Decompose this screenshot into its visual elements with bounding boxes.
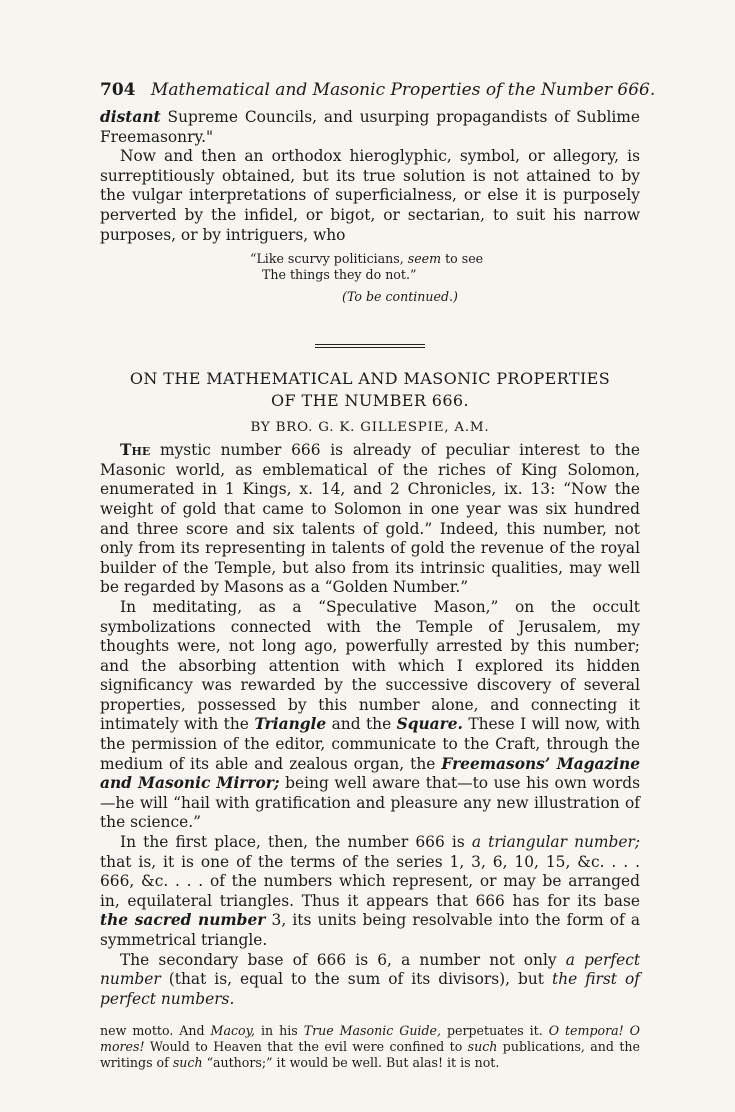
- article-paragraph-1: The mystic number 666 is already of peculiar interest to the Masonic world, as emblematical of the riches of King Solomon, enumerated in 1 Kings, x. 14, and 2 Chronicles, ix. 13: “Now the weight of gold that came to Solomon in one year was six hundred and three score and six talents of gold.” Indeed, this number, not only from its representing in talents of gold the revenue of the royal builder of the Temple, but also from its intrinsic qualities, may well be regarded by Masons as a “Golden Number.”: [100, 441, 640, 597]
- byline: BY BRO. G. K. GILLESPIE, A.M.: [250, 420, 490, 436]
- article-paragraph-2: In meditating, as a “Speculative Mason,” on the occult symbolizations connected with the Temple of Jerusalem, my thoughts were, not long ago, powerfully arrested by this number; and the absorbing attention with which I explored its hidden significancy was rewarded by the successive discovery of several properties, possessed by this number alone, and connecting it intimately with the Triangle and the Square. These I will now, with the permission of the editor, communicate to the Craft, through the medium of its able and zealous organ, the Freemasons’ Magazine and Masonic Mirror; being well aware that—to use his own words—he will “hail with gratification and pleasure any new illustration of the science.”: [100, 597, 640, 832]
- quoted-verse: [250, 251, 640, 283]
- to-be-continued: (To be continued.): [342, 289, 458, 305]
- article-paragraph-3: In the first place, then, the number 666 is a triangular number; that is, it is one of the terms of the series 1, 3, 6, 10, 15, &c. . . . 666, &c. . . . of the numbers which represent, or may be arranged in, equilateral triangles. Thus it appears that 666 has for its base the sacred number 3, its units being resolvable into the form of a symmetrical triangle.: [100, 833, 641, 949]
- running-title: Mathematical and Masonic Properties of the Number 666.: [150, 80, 656, 100]
- verse-line-1: “Like scurvy politicians, seem to see: [250, 251, 484, 267]
- page-number: 704: [100, 80, 136, 100]
- article-paragraph-4: The secondary base of 666 is 6, a number not only a perfect number (that is, equal to the sum of its divisors), but the first of perfect numbers.: [100, 950, 640, 1008]
- section-divider: [315, 344, 425, 350]
- lead-word: distant: [100, 108, 161, 126]
- continuation-paragraph-1: distant Supreme Councils, and usurping propagandists of Sublime Freemasonry.": [100, 108, 640, 146]
- continuation-paragraph-2: Now and then an orthodox hieroglyphic, symbol, or allegory, is surreptitiously obtained, but its true solution is not attained to by the vulgar interpretations of superficialness, or else it is purposely perverted by the infidel, or bigot, or sectarian, to suit his narrow purposes, or by intriguers, who: [100, 147, 640, 244]
- verse-line-2: The things they do not.”: [262, 267, 417, 283]
- footnote: new motto. And Macoy, in his True Masonic Guide, perpetuates it. O tempora! O mores! Would to Heaven that the evil were confined to such publications, and the writings of such “authors;” it would be well. But alas! it is not.: [100, 1023, 640, 1071]
- running-head: [100, 80, 656, 100]
- article-title: ON THE MATHEMATICAL AND MASONIC PROPERTIES OF THE NUMBER 666.: [129, 369, 611, 411]
